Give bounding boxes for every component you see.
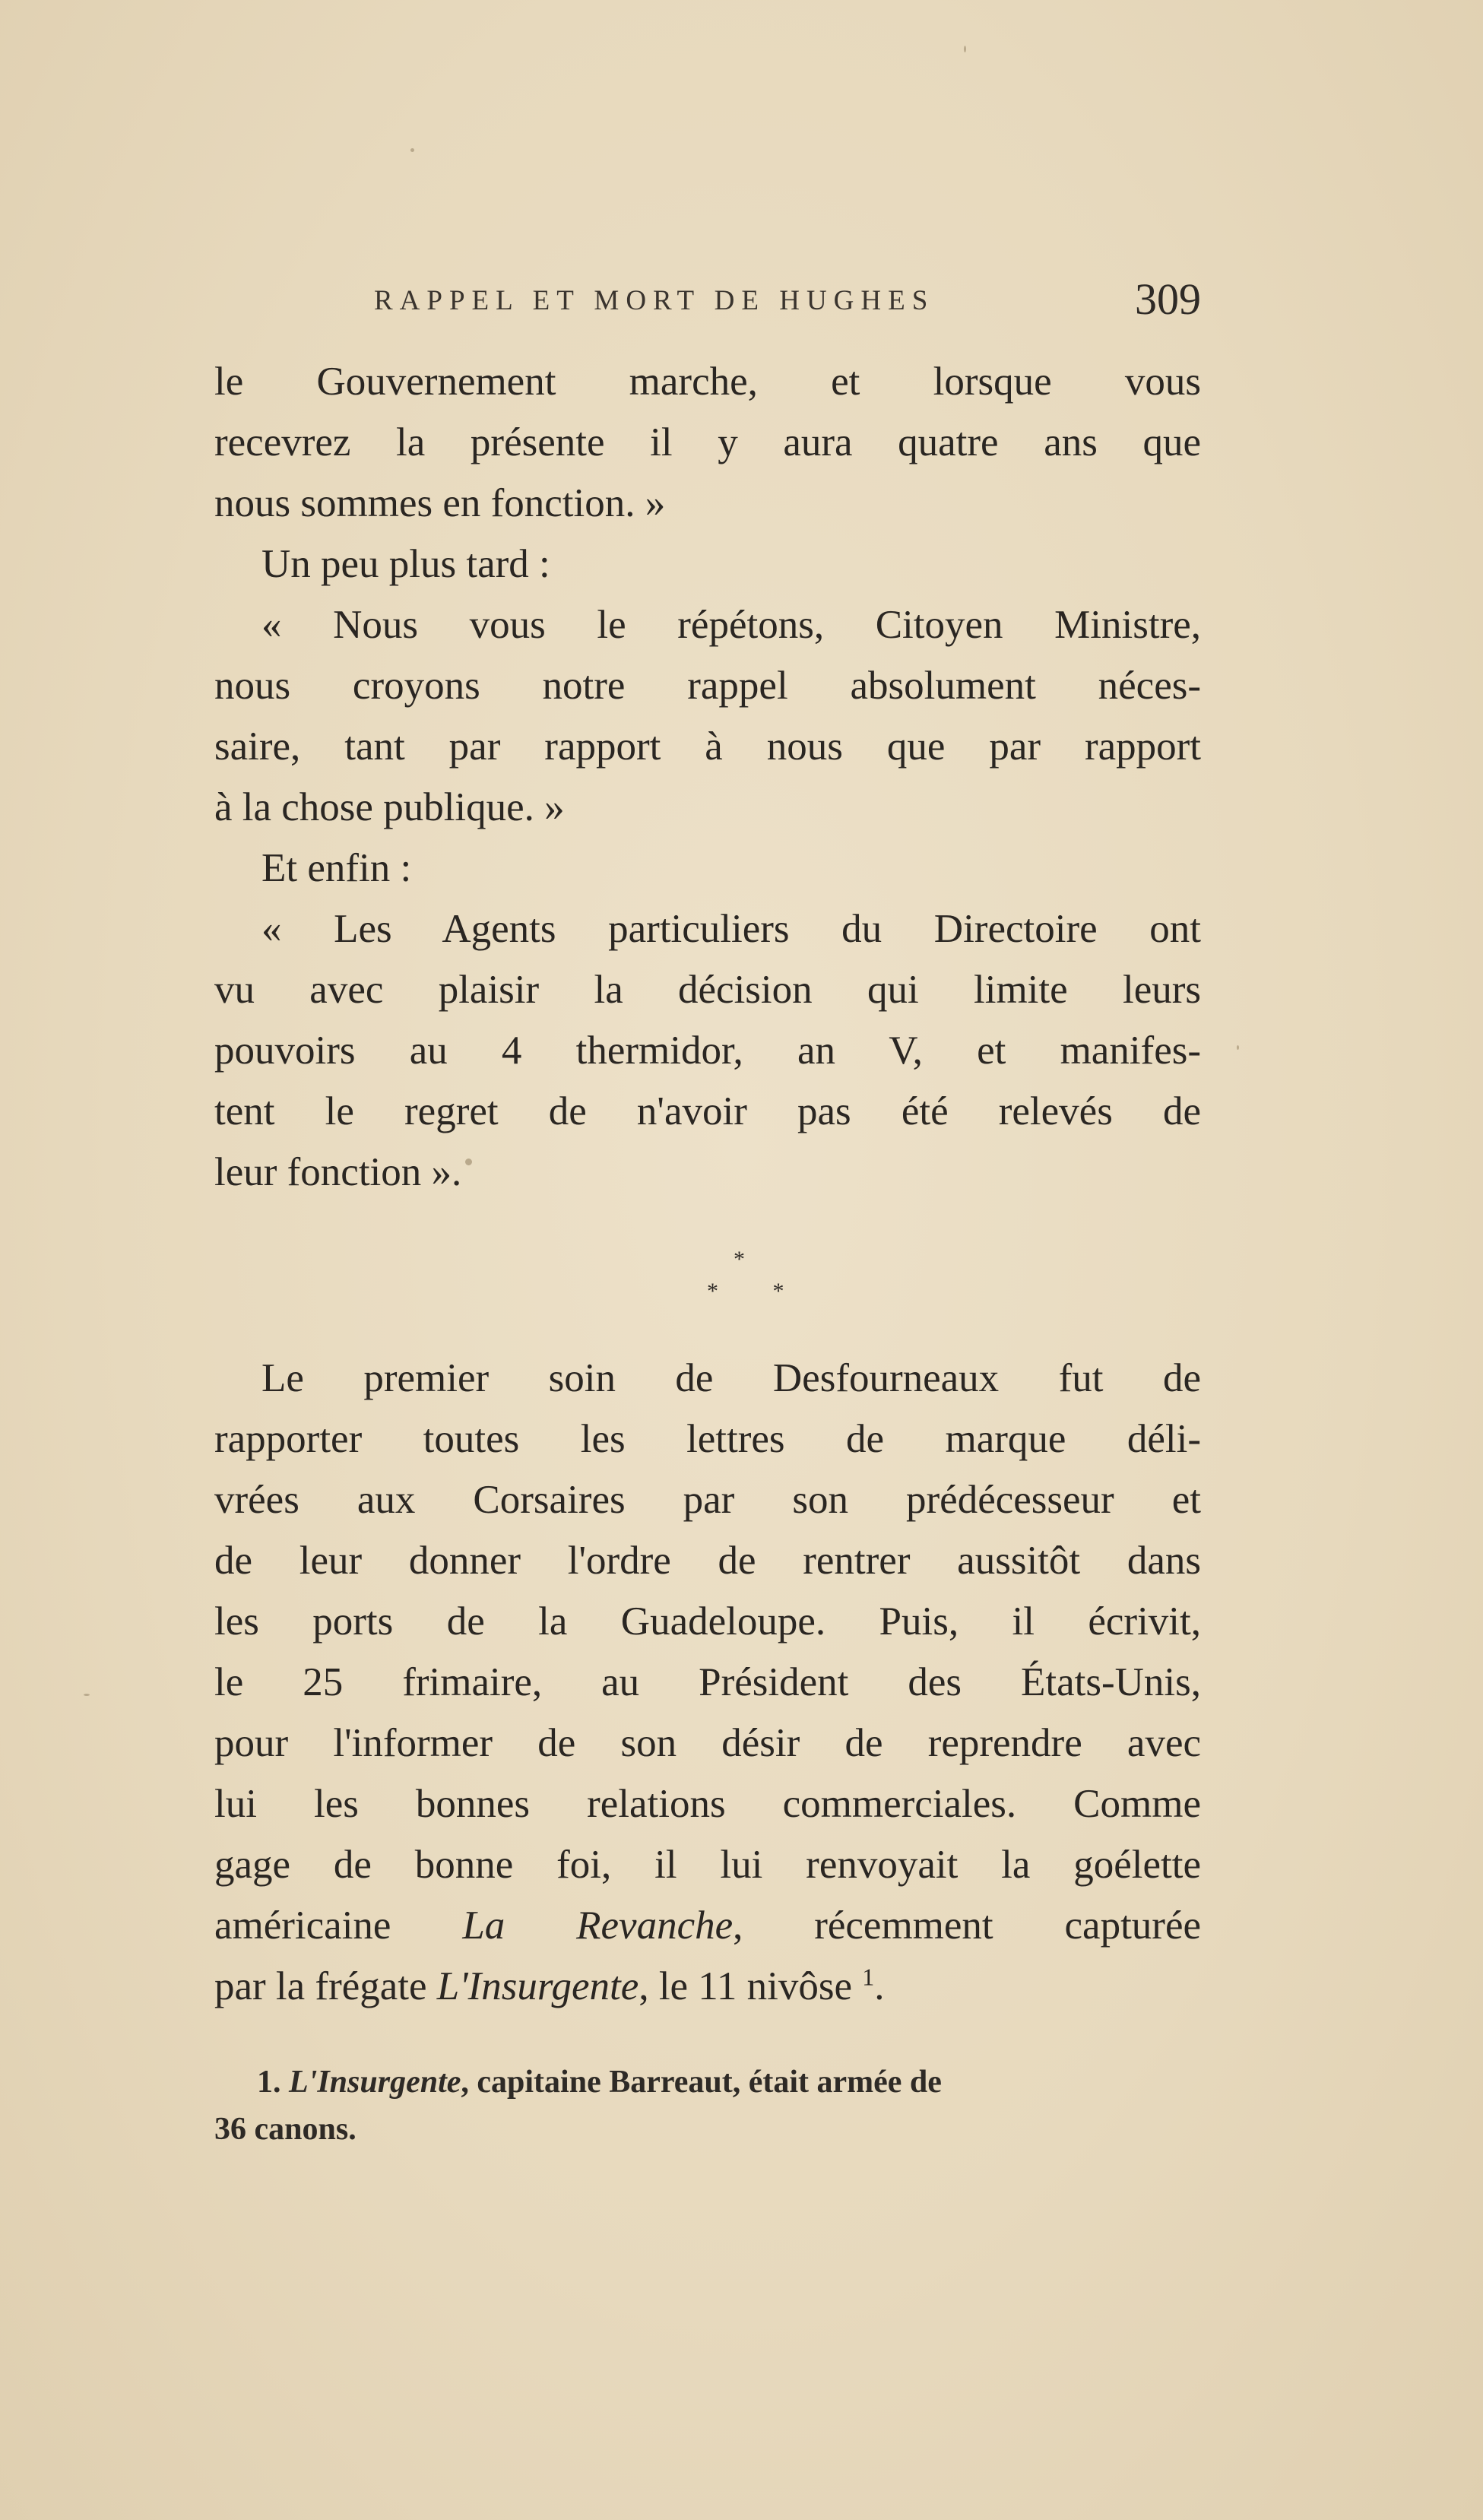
text-line [214,1895,1201,1956]
paper-speck [1237,1045,1239,1050]
text-run: , le 11 nivôse [639,1964,863,2008]
text-line: lui les bonnes relations commerciales. Comme [214,1782,1201,1826]
separator-top-star: * [734,1247,745,1272]
text-line: le 25 frimaire, au Président des États-Unis, [214,1660,1201,1704]
text-line: gage de bonne foi, il lui renvoyait la goélette [214,1843,1201,1887]
text-line: pour l'informer de son désir de reprendre avec [214,1721,1201,1765]
paragraph-1 [214,351,1201,1203]
text-line: tent le regret de n'avoir pas été relevés de [214,1089,1201,1133]
ship-name: L'Insurgente [436,1964,639,2008]
footnote-number: 1. [257,2065,289,2100]
text-line: à la chose publique. » [214,785,565,829]
footnote-line [214,2059,1201,2106]
footnote-text: , capitaine Barreaut, était armée de [461,2065,942,2100]
paper-speck [465,1159,472,1165]
text-line: le Gouvernement marche, et lorsque vous [214,360,1201,404]
text-line: Le premier soin de Desfourneaux fut de [261,1356,1201,1400]
footnote [214,2059,1201,2153]
page-header [214,274,1201,327]
text-line: saire, tant par rapport à nous que par rapport [214,724,1201,769]
text-run: par la frégate [214,1964,437,2008]
text-line: vrées aux Corsaires par son prédécesseur et [214,1478,1201,1522]
text-line: vu avec plaisir la décision qui limite leurs [214,968,1201,1012]
text-run: , récemment capturée [733,1903,1201,1948]
text-line: « Nous vous le répétons, Citoyen Ministre, [261,603,1201,647]
text-line [214,1956,1201,2017]
text-line: nous croyons notre rappel absolument néces- [214,664,1201,708]
text-line: Et enfin : [261,846,412,890]
ship-name: La Revanche [462,1903,734,1948]
text-line: Un peu plus tard : [261,542,550,586]
footnote-reference: 1 [862,1963,875,1991]
separator-bottom-stars: * * [707,1279,809,1304]
footnote-line: 36 canons. [214,2112,356,2147]
paragraph-2 [214,1348,1201,2017]
text-line: les ports de la Guadeloupe. Puis, il écrivit, [214,1599,1201,1644]
paper-speck [964,46,966,52]
text-line: de leur donner l'ordre de rentrer aussitôt dans [214,1539,1201,1583]
text-line: rapporter toutes les lettres de marque déli- [214,1417,1201,1461]
paper-speck [84,1694,90,1696]
text-run: . [874,1964,885,2008]
paper-speck [410,148,414,152]
page-number: 309 [1135,274,1201,324]
text-line: nous sommes en fonction. » [214,481,666,525]
text-run: américaine [214,1903,463,1948]
text-line: pouvoirs au 4 thermidor, an V, et manifes- [214,1029,1201,1073]
footnote-ship-name: L'Insurgente [289,2065,461,2100]
text-line: « Les Agents particuliers du Directoire ont [261,907,1201,951]
running-head: RAPPEL ET MORT DE HUGHES [374,285,935,316]
text-line: leur fonction ». [214,1150,462,1194]
text-line: recevrez la présente il y aura quatre ans que [214,420,1201,464]
